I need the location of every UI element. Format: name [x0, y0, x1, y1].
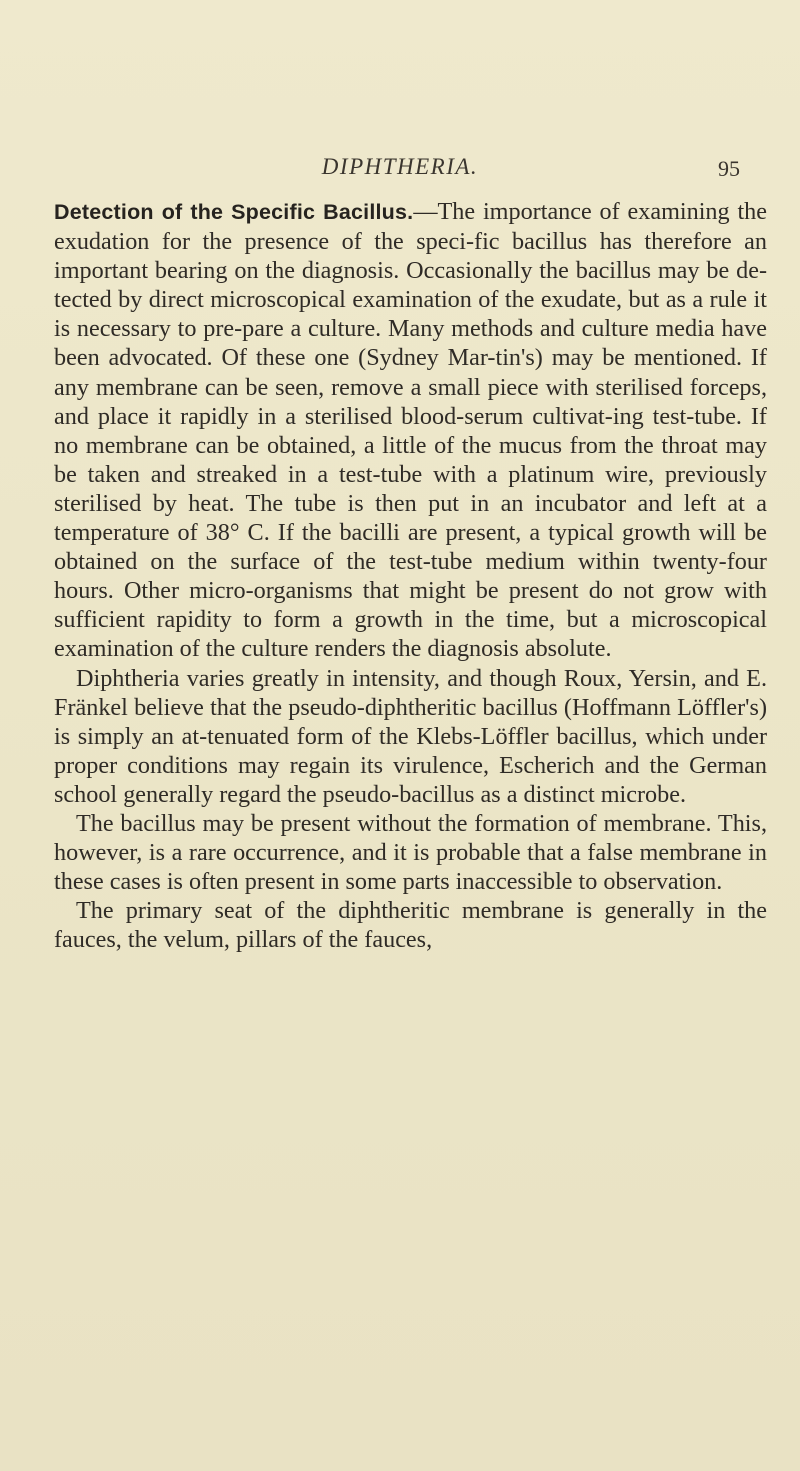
- paragraph-detection-text: —The importance of examining the exudation for the presence of the speci-fic bacillus has therefore an important bearing on the diagnosis. Occasionally the bacillus may be de-tected by direct microscopical examination of the exudate, but as a rule it is necessary to pre-pare a culture. Many methods and culture media have been advocated. Of these one (Sydney Mar-tin's) may be mentioned. If any membrane can be seen, remove a small piece with sterilised forceps, and place it rapidly in a sterilised blood-serum cultivat-ing test-tube. If no membrane can be obtained, a little of the mucus from the throat may be taken and streaked in a test-tube with a platinum wire, previously sterilised by heat. The tube is then put in an incubator and left at a temperature of 38° C. If the bacilli are present, a typical growth will be obtained on the surface of the test-tube medium within twenty-four hours. Other micro-organisms that might be present do not grow with sufficient rapidity to form a growth in the time, but a microscopical examination of the culture renders the diagnosis absolute.: [54, 198, 767, 663]
- paragraph-without-membrane: The bacillus may be present without the formation of membrane. This, however, is a rare occurrence, and it is probable that a false membrane in these cases is often present in some parts inaccessible to observation.: [54, 809, 767, 896]
- paragraph-detection: [54, 197, 767, 664]
- running-title: DIPHTHERIA.: [321, 154, 479, 179]
- paragraph-intensity: Diphtheria varies greatly in intensity, and though Roux, Yersin, and E. Fränkel believe that the pseudo-diphtheritic bacillus (Hoffmann Löffler's) is simply an at-tenuated form of the Klebs-Löffler bacillus, which under proper conditions may regain its virulence, Escherich and the German school generally regard the pseudo-bacillus as a distinct microbe.: [54, 664, 767, 808]
- running-head: [0, 154, 800, 184]
- body-text: [54, 197, 767, 954]
- section-heading: Detection of the Specific Bacillus.: [54, 200, 414, 224]
- page-number: 95: [718, 156, 740, 181]
- paragraph-primary-seat: The primary seat of the diphtheritic membrane is generally in the fauces, the velum, pillars of the fauces,: [54, 897, 767, 954]
